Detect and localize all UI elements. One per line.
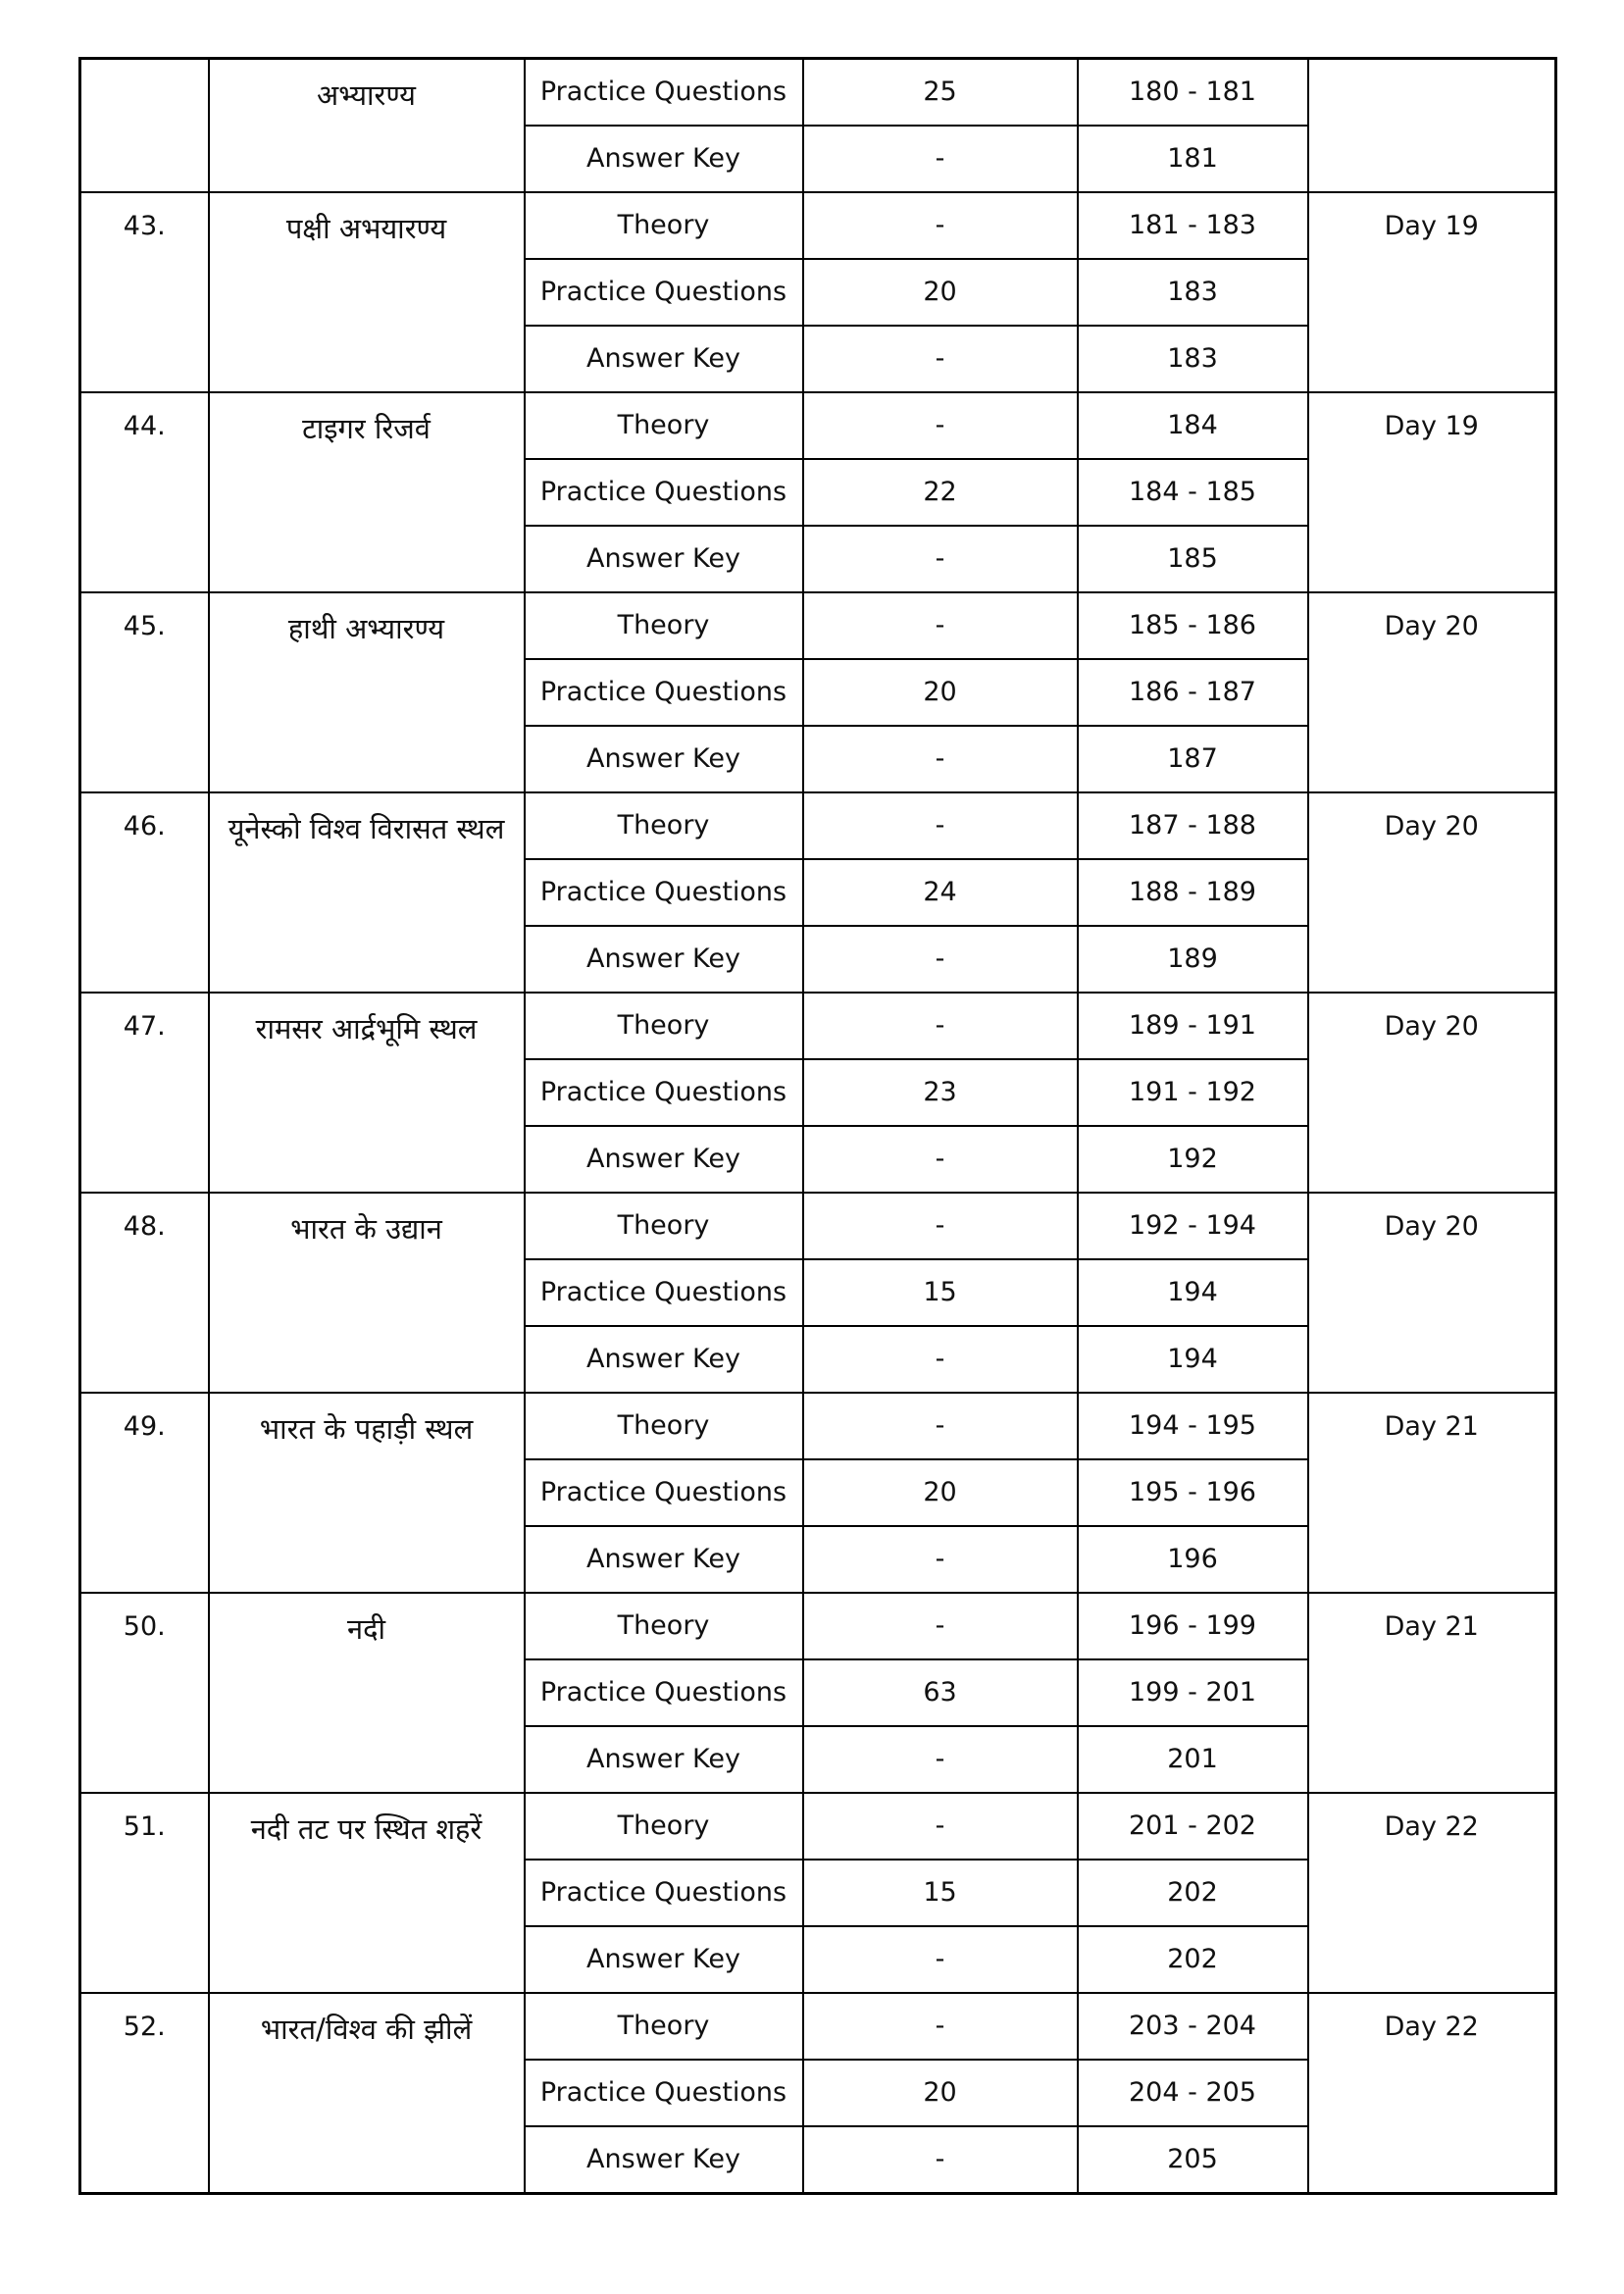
question-count-cell: - bbox=[803, 1793, 1078, 1860]
page-range-cell: 183 bbox=[1078, 259, 1308, 326]
page-range-cell: 185 - 186 bbox=[1078, 592, 1308, 659]
content-type-cell: Theory bbox=[525, 1793, 803, 1860]
page-range-cell: 184 - 185 bbox=[1078, 459, 1308, 526]
content-type-cell: Theory bbox=[525, 1593, 803, 1659]
day-cell: Day 20 bbox=[1308, 993, 1556, 1193]
content-type-cell: Answer Key bbox=[525, 126, 803, 192]
topic-cell: भारत/विश्व की झीलें bbox=[209, 1993, 525, 2194]
table-row bbox=[80, 1793, 1556, 1860]
page-range-cell: 189 - 191 bbox=[1078, 993, 1308, 1059]
serial-number-cell: 45. bbox=[80, 592, 209, 792]
question-count-cell: - bbox=[803, 1726, 1078, 1793]
question-count-cell: 23 bbox=[803, 1059, 1078, 1126]
topic-cell: यूनेस्को विश्व विरासत स्थल bbox=[209, 792, 525, 993]
page-range-cell: 191 - 192 bbox=[1078, 1059, 1308, 1126]
question-count-cell: - bbox=[803, 726, 1078, 792]
content-type-cell: Answer Key bbox=[525, 326, 803, 392]
page-range-cell: 194 bbox=[1078, 1326, 1308, 1393]
table-row bbox=[80, 192, 1556, 259]
page-range-cell: 201 - 202 bbox=[1078, 1793, 1308, 1860]
question-count-cell: - bbox=[803, 592, 1078, 659]
page-range-cell: 181 - 183 bbox=[1078, 192, 1308, 259]
table-row bbox=[80, 592, 1556, 659]
question-count-cell: - bbox=[803, 2126, 1078, 2194]
content-type-cell: Theory bbox=[525, 993, 803, 1059]
content-type-cell: Theory bbox=[525, 1993, 803, 2060]
table-row bbox=[80, 392, 1556, 459]
day-cell: Day 21 bbox=[1308, 1393, 1556, 1593]
question-count-cell: - bbox=[803, 392, 1078, 459]
topic-cell: नदी तट पर स्थित शहरें bbox=[209, 1793, 525, 1993]
serial-number-cell: 43. bbox=[80, 192, 209, 392]
page-range-cell: 202 bbox=[1078, 1860, 1308, 1926]
serial-cell bbox=[80, 59, 209, 193]
content-type-cell: Practice Questions bbox=[525, 1059, 803, 1126]
table-row bbox=[80, 1593, 1556, 1659]
table-row bbox=[80, 993, 1556, 1059]
question-count-cell: - bbox=[803, 1326, 1078, 1393]
serial-number-cell: 51. bbox=[80, 1793, 209, 1993]
page-range-cell: 195 - 196 bbox=[1078, 1459, 1308, 1526]
page-range-cell: 183 bbox=[1078, 326, 1308, 392]
content-type-cell: Theory bbox=[525, 592, 803, 659]
page-range-cell: 186 - 187 bbox=[1078, 659, 1308, 726]
content-type-cell: Answer Key bbox=[525, 1526, 803, 1593]
page-range-cell: 199 - 201 bbox=[1078, 1659, 1308, 1726]
content-type-cell: Practice Questions bbox=[525, 1259, 803, 1326]
page-range-cell: 205 bbox=[1078, 2126, 1308, 2194]
question-count-cell: - bbox=[803, 1393, 1078, 1459]
content-type-cell: Practice Questions bbox=[525, 1860, 803, 1926]
table-row bbox=[80, 59, 1556, 127]
content-type-cell: Practice Questions bbox=[525, 859, 803, 926]
page-range-cell: 184 bbox=[1078, 392, 1308, 459]
topic-cell: रामसर आर्द्रभूमि स्थल bbox=[209, 993, 525, 1193]
content-type-cell: Practice Questions bbox=[525, 1459, 803, 1526]
content-type-cell: Practice Questions bbox=[525, 259, 803, 326]
content-type-cell: Answer Key bbox=[525, 2126, 803, 2194]
question-count-cell: - bbox=[803, 1593, 1078, 1659]
question-count-cell: 20 bbox=[803, 659, 1078, 726]
page-range-cell: 192 - 194 bbox=[1078, 1193, 1308, 1259]
content-type-cell: Theory bbox=[525, 1393, 803, 1459]
page-range-cell: 194 bbox=[1078, 1259, 1308, 1326]
page-range-cell: 192 bbox=[1078, 1126, 1308, 1193]
table-row bbox=[80, 1193, 1556, 1259]
topic-cell: भारत के उद्यान bbox=[209, 1193, 525, 1393]
table-row bbox=[80, 1993, 1556, 2060]
content-type-cell: Practice Questions bbox=[525, 59, 803, 127]
question-count-cell: 25 bbox=[803, 59, 1078, 127]
question-count-cell: - bbox=[803, 993, 1078, 1059]
day-cell: Day 22 bbox=[1308, 1793, 1556, 1993]
day-cell: Day 19 bbox=[1308, 192, 1556, 392]
day-cell: Day 20 bbox=[1308, 792, 1556, 993]
serial-number-cell: 52. bbox=[80, 1993, 209, 2194]
day-cell: Day 21 bbox=[1308, 1593, 1556, 1793]
question-count-cell: 15 bbox=[803, 1259, 1078, 1326]
day-cell: Day 19 bbox=[1308, 392, 1556, 592]
content-type-cell: Answer Key bbox=[525, 526, 803, 592]
table-row bbox=[80, 792, 1556, 859]
question-count-cell: - bbox=[803, 1926, 1078, 1993]
schedule-body bbox=[80, 59, 1556, 2194]
topic-cell: अभ्यारण्य bbox=[209, 59, 525, 193]
page-range-cell: 194 - 195 bbox=[1078, 1393, 1308, 1459]
day-cell bbox=[1308, 59, 1556, 193]
page-range-cell: 196 bbox=[1078, 1526, 1308, 1593]
question-count-cell: - bbox=[803, 792, 1078, 859]
day-cell: Day 20 bbox=[1308, 1193, 1556, 1393]
question-count-cell: 15 bbox=[803, 1860, 1078, 1926]
question-count-cell: - bbox=[803, 126, 1078, 192]
page-range-cell: 181 bbox=[1078, 126, 1308, 192]
question-count-cell: - bbox=[803, 326, 1078, 392]
content-type-cell: Answer Key bbox=[525, 1926, 803, 1993]
page-range-cell: 203 - 204 bbox=[1078, 1993, 1308, 2060]
page-range-cell: 188 - 189 bbox=[1078, 859, 1308, 926]
content-type-cell: Practice Questions bbox=[525, 1659, 803, 1726]
question-count-cell: - bbox=[803, 1193, 1078, 1259]
question-count-cell: - bbox=[803, 1526, 1078, 1593]
question-count-cell: 20 bbox=[803, 1459, 1078, 1526]
content-type-cell: Answer Key bbox=[525, 1326, 803, 1393]
content-type-cell: Theory bbox=[525, 1193, 803, 1259]
day-cell: Day 22 bbox=[1308, 1993, 1556, 2194]
question-count-cell: - bbox=[803, 192, 1078, 259]
question-count-cell: - bbox=[803, 1993, 1078, 2060]
page-range-cell: 196 - 199 bbox=[1078, 1593, 1308, 1659]
question-count-cell: 20 bbox=[803, 2060, 1078, 2126]
topic-cell: टाइगर रिजर्व bbox=[209, 392, 525, 592]
content-type-cell: Answer Key bbox=[525, 926, 803, 993]
content-type-cell: Answer Key bbox=[525, 726, 803, 792]
serial-number-cell: 49. bbox=[80, 1393, 209, 1593]
topic-cell: हाथी अभ्यारण्य bbox=[209, 592, 525, 792]
content-type-cell: Practice Questions bbox=[525, 2060, 803, 2126]
table-row bbox=[80, 1393, 1556, 1459]
page-range-cell: 201 bbox=[1078, 1726, 1308, 1793]
content-type-cell: Theory bbox=[525, 192, 803, 259]
page-range-cell: 202 bbox=[1078, 1926, 1308, 1993]
content-type-cell: Answer Key bbox=[525, 1726, 803, 1793]
topic-cell: भारत के पहाड़ी स्थल bbox=[209, 1393, 525, 1593]
page-range-cell: 185 bbox=[1078, 526, 1308, 592]
page-range-cell: 187 - 188 bbox=[1078, 792, 1308, 859]
question-count-cell: 63 bbox=[803, 1659, 1078, 1726]
serial-number-cell: 50. bbox=[80, 1593, 209, 1793]
page-range-cell: 189 bbox=[1078, 926, 1308, 993]
serial-number-cell: 47. bbox=[80, 993, 209, 1193]
page-range-cell: 187 bbox=[1078, 726, 1308, 792]
question-count-cell: 20 bbox=[803, 259, 1078, 326]
question-count-cell: 24 bbox=[803, 859, 1078, 926]
question-count-cell: - bbox=[803, 1126, 1078, 1193]
page-range-cell: 180 - 181 bbox=[1078, 59, 1308, 127]
schedule-table bbox=[78, 57, 1557, 2195]
serial-number-cell: 44. bbox=[80, 392, 209, 592]
content-type-cell: Practice Questions bbox=[525, 459, 803, 526]
content-type-cell: Theory bbox=[525, 792, 803, 859]
serial-number-cell: 46. bbox=[80, 792, 209, 993]
topic-cell: नदी bbox=[209, 1593, 525, 1793]
question-count-cell: - bbox=[803, 926, 1078, 993]
serial-number-cell: 48. bbox=[80, 1193, 209, 1393]
topic-cell: पक्षी अभयारण्य bbox=[209, 192, 525, 392]
content-type-cell: Practice Questions bbox=[525, 659, 803, 726]
question-count-cell: - bbox=[803, 526, 1078, 592]
content-type-cell: Theory bbox=[525, 392, 803, 459]
question-count-cell: 22 bbox=[803, 459, 1078, 526]
day-cell: Day 20 bbox=[1308, 592, 1556, 792]
page-range-cell: 204 - 205 bbox=[1078, 2060, 1308, 2126]
content-type-cell: Answer Key bbox=[525, 1126, 803, 1193]
